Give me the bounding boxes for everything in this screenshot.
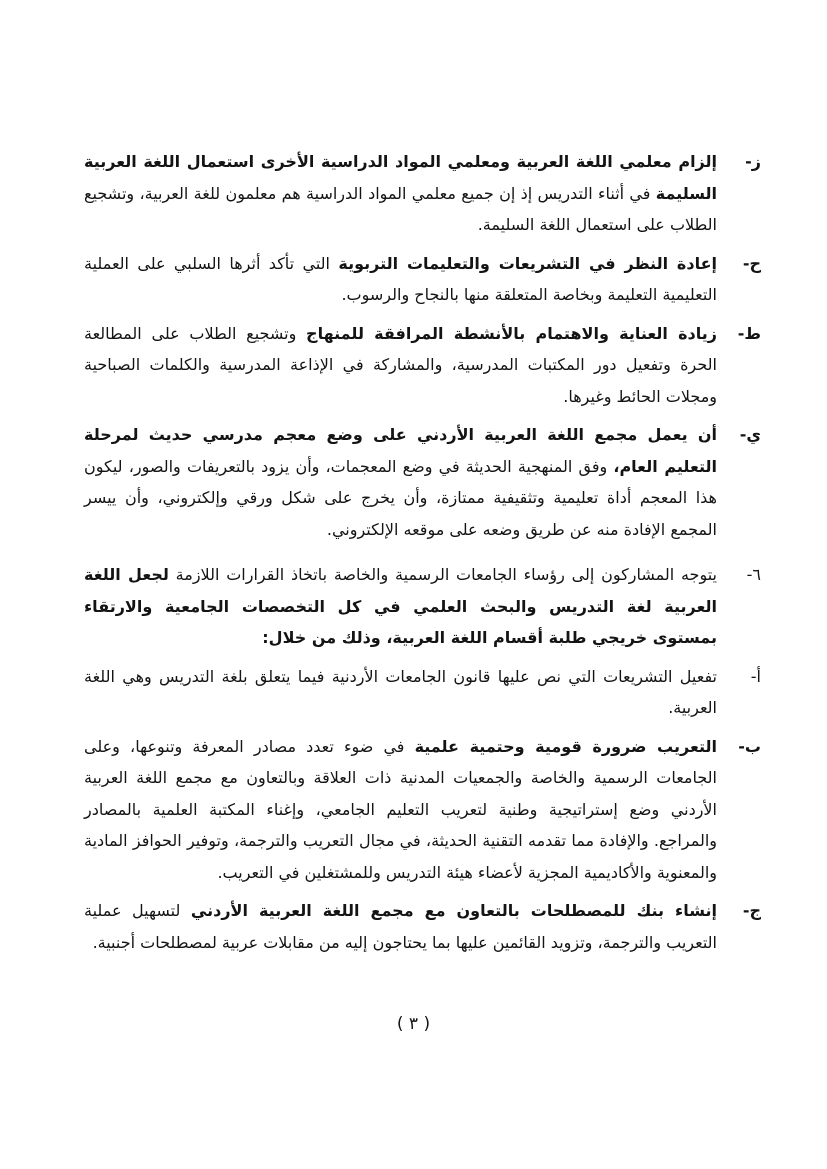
item-marker: ٦- [746,565,761,584]
text-run: لتسهيل عملية التعريب والترجمة، وتزويد القائمين عليها بما يحتاجون إليه من مقابلات عربية لمصطلحات أجنبية. [84,901,717,952]
item-text [84,895,717,958]
bold-text-run: إلزام معلمي اللغة العربية ومعلمي المواد الدراسية الأخرى استعمال اللغة العربية السليمة [84,152,717,203]
item-text [84,559,717,654]
list-item [84,895,761,958]
bold-text-run: التعريب ضرورة قومية وحتمية علمية [414,736,717,756]
item-marker: ي- [739,425,761,444]
list-item [84,419,761,545]
text-run: في ضوء تعدد مصادر المعرفة وتنوعها، وعلى الجامعات الرسمية والخاصة والجمعيات المدنية ذات العلاقة وبالتعاون مع مجمع اللغة العربية الأردني وضع إستراتيجية وطنية لتعريب التعليم الجامعي، وإغناء المكتبة العلمية بالمصادر والمراجع. والإفادة مما تقدمه التقنية الحديثة، في مجال التعريب والترجمة، وتوفير الحوافز المادية والمعنوية والأكاديمية المجزية لأعضاء هيئة التدريس وللمشتغلين في التعريب. [84,736,717,882]
item-text [84,731,717,889]
text-run: وتشجيع الطلاب على المطالعة الحرة وتفعيل دور المكتبات المدرسية، والمشاركة في الإذاعة المدرسية والكلمات الصباحية ومجلات الحائط وغيرها. [84,323,717,406]
item-text [84,146,717,241]
bold-text-run: أن يعمل مجمع اللغة العربية الأردني على وضع معجم مدرسي حديث لمرحلة التعليم العام، [84,425,717,476]
item-text [84,419,717,545]
bold-text-run: إنشاء بنك للمصطلحات بالتعاون مع مجمع اللغة العربية الأردني [190,901,717,920]
text-run: تفعيل التشريعات التي نص عليها قانون الجامعات الأردنية فيما يتعلق بلغة التدريس وهي اللغة العربية. [84,666,717,717]
bold-text-run: لجعل اللغة العربية لغة التدريس والبحث العلمي في كل التخصصات الجامعية والارتقاء بمستوى خريجي طلبة أقسام اللغة العربية، وذلك من خلال: [84,565,717,647]
list-item [84,318,761,413]
list-item [84,559,761,654]
list-item [84,731,761,889]
list-item [84,248,761,311]
text-run: في أثناء التدريس إذ إن جميع معلمي المواد الدراسية هم معلمون للغة العربية، وتشجيع الطلاب على استعمال اللغة السليمة. [84,183,717,234]
text-run: يتوجه المشاركون إلى رؤساء الجامعات الرسمية والخاصة باتخاذ القرارات اللازمة [168,565,717,584]
list-item [84,661,761,724]
item-marker: ج- [742,901,761,920]
list-item [84,146,761,241]
bold-text-run: زيادة العناية والاهتمام بالأنشطة المرافقة للمنهاج [306,323,717,343]
page-number: ( ٣ ) [396,1014,431,1034]
item-marker: أ- [750,666,761,686]
item-text [84,318,717,413]
item-text [84,248,717,311]
items-list [84,146,761,958]
item-marker: ط- [737,323,761,343]
item-marker: ز- [745,152,761,171]
text-run: التي تأكد أثرها السلبي على العملية التعليمية التعليمة وبخاصة المتعلقة منها بالنجاح والرسوب. [84,253,717,304]
text-run: وفق المنهجية الحديثة في وضع المعجمات، وأن يزود بالتعريفات والصور، ليكون هذا المعجم أداة تعليمية وتثقيفية ممتازة، وأن يخرج على شكل ورقي وإلكتروني، وأن ييسر المجمع الإفادة منه عن طريق وضعه على موقعه الإلكتروني. [84,456,717,539]
item-marker: ب- [738,736,761,756]
item-marker: ح- [742,253,761,273]
item-text [84,661,717,724]
bold-text-run: إعادة النظر في التشريعات والتعليمات التربوية [338,253,718,273]
